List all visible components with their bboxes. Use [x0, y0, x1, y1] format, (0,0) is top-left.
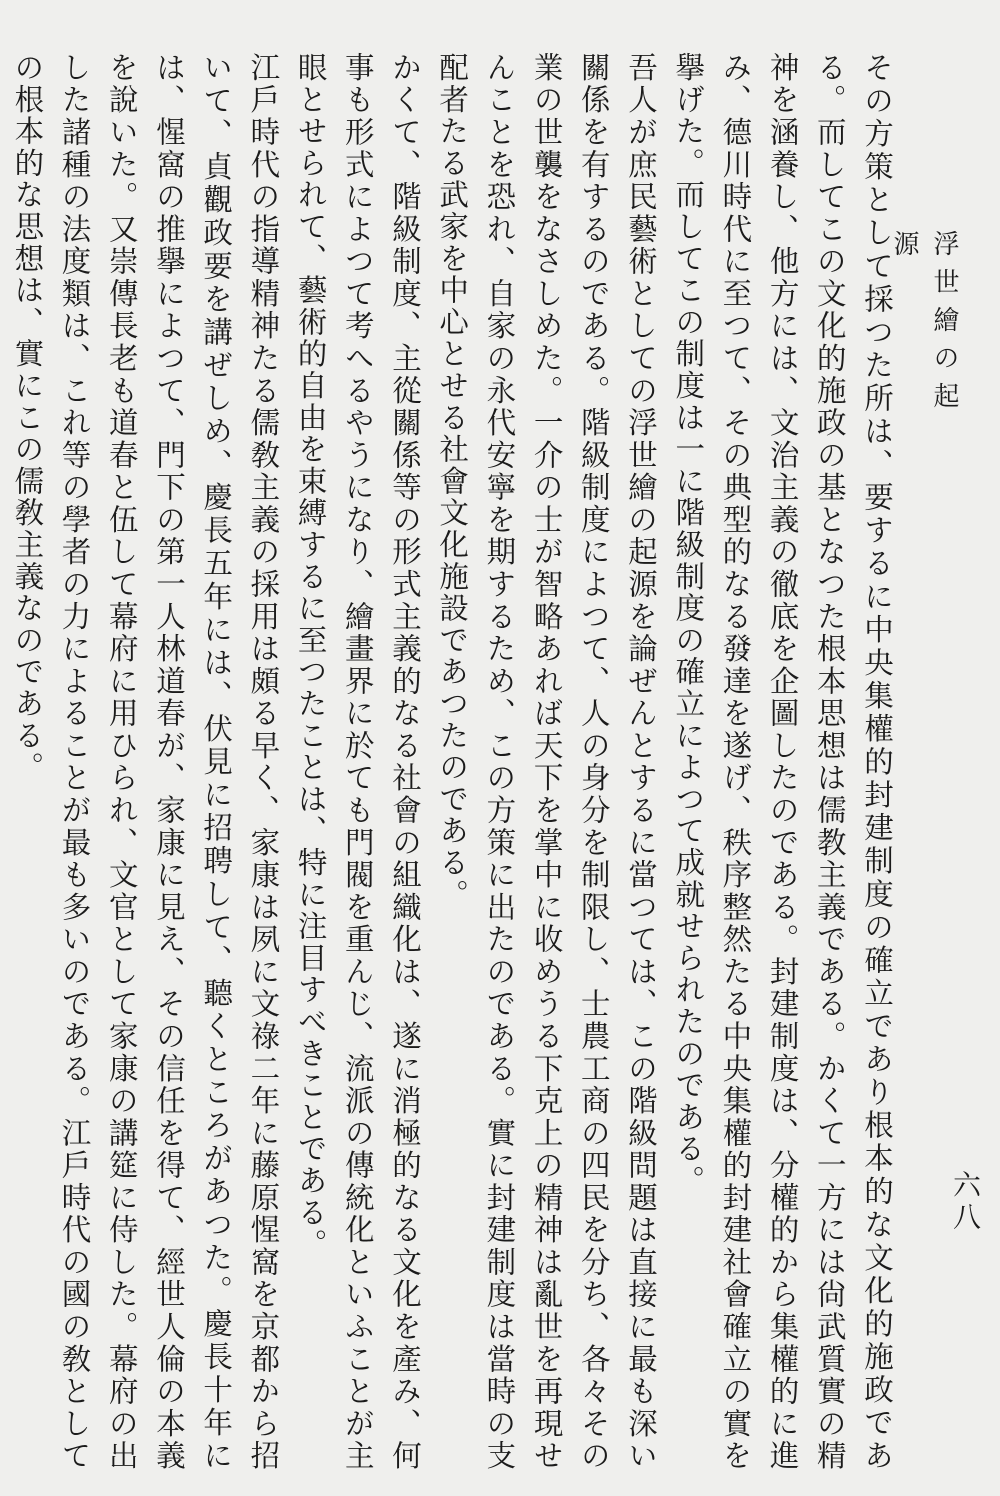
- paragraph-5: [0, 52, 3, 1472]
- body-text: [10, 52, 900, 1472]
- paragraph-4: 江戶時代の指導精神たる儒敎主義の採用は頗る早く、家康は夙に文祿二年に藤原惺窩を京都から招いて、貞觀政要を講ぜしめ、慶長五年には、伏見に招聘して、聽くところがあつた。慶長十年には、惺窩の推擧によつて、門下の第一人林道春が、家康に見え、その信任を得て、經世人倫の本義を說いた。又崇傳長老も道春と伍して幕府に用ひられ、文官として家康の講筵に侍した。幕府の出した諸種の法度類は、これ等の學者の力によることが最も多いのである。江戶時代の國の敎としての根本的な思想は、實にこの儒敎主義なのである。: [10, 52, 281, 1472]
- paragraph-2: 吾人が庶民藝術としての浮世繪の起源を論ぜんとするに當つては、この階級問題は直接に最も深い關係を有するのである。階級制度によつて、人の身分を制限し、士農工商の四民を分ち、各々その業の世襲をなさしめた。一介の士が智略あれば天下を掌中に收めうる下克上の精神は亂世を再現せんことを恐れ、自家の永代安寧を期するため、この方策に出たのである。實に封建制度は當時の支配者たる武家を中心とせる社會文化施設であつたのである。: [435, 52, 658, 1472]
- paragraph-3: かくて、階級制度、主從關係等の形式主義的なる社會の組織化は、遂に消極的なる文化を產み、何事も形式によつて考へるやうになり、繪畫界に於ても門閥を重んじ、流派の傳統化といふことが主眼とせられて、藝術的自由を束縛するに至つたことは、特に注目すべきことである。: [293, 52, 422, 1472]
- running-title: 浮世繪の起源: [889, 230, 959, 420]
- page-number: 六八: [949, 1170, 982, 1234]
- paragraph-1: その方策として採つた所は、要するに中央集權的封建制度の確立であり根本的な文化的施政である。而してこの文化的施政の基となつた根本思想は儒教主義である。かくて一方には尙武質實の精神を涵養し、他方には、文治主義の徹底を企圖したのである。封建制度は、分權的から集權的に進み、德川時代に至つて、その典型的なる發達を遂げ、秩序整然たる中央集權的封建社會確立の實を擧げた。而してこの制度は一に階級制度の確立によつて成就せられたのである。: [671, 52, 894, 1472]
